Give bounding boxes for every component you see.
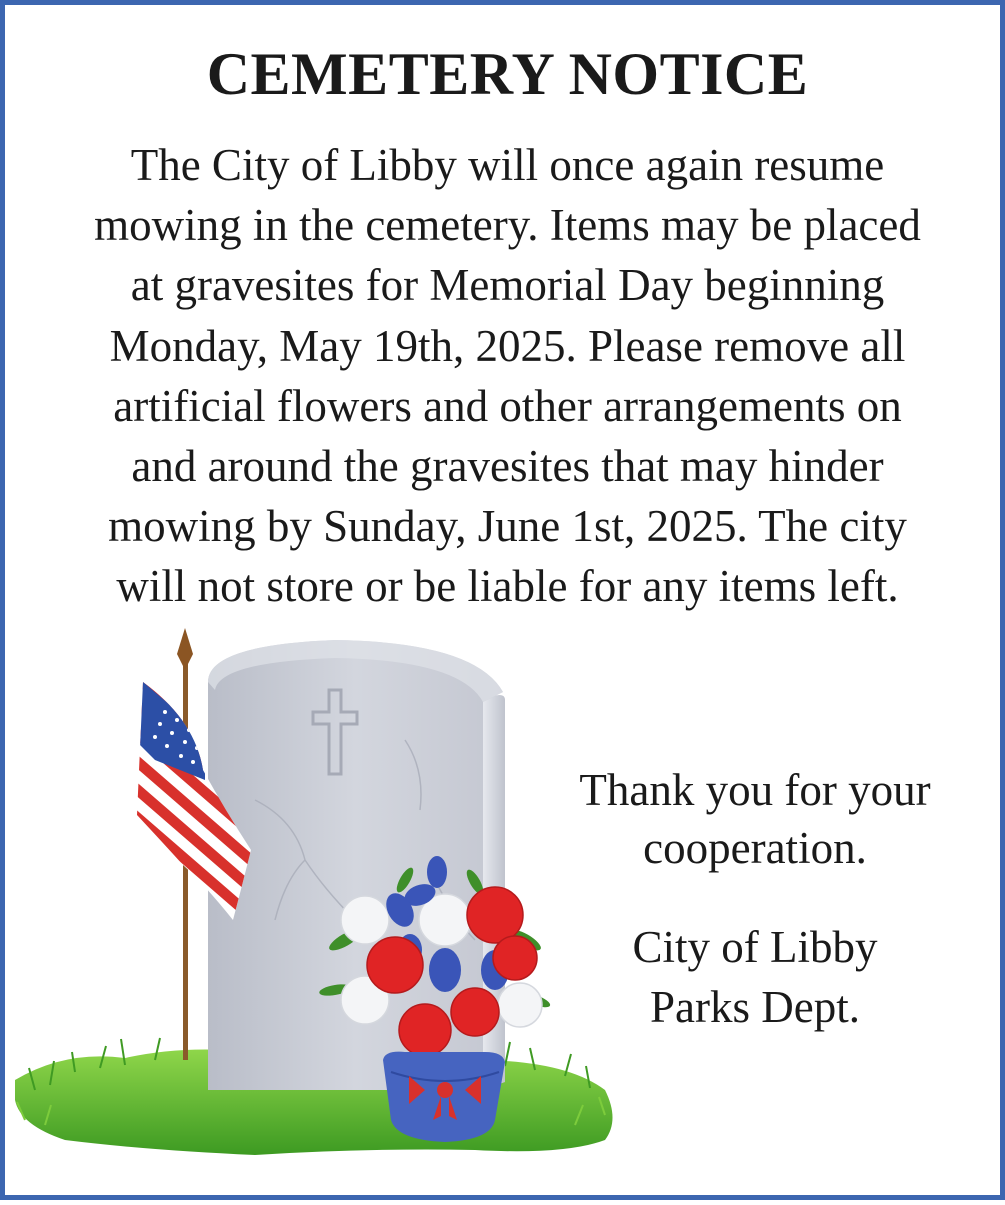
body-line: mowing by Sunday, June 1st, 2025. The city (108, 501, 907, 552)
thank-you-line: cooperation. (643, 823, 867, 873)
notice-body (25, 135, 990, 617)
thank-you-message (535, 761, 975, 877)
body-line: mowing in the cemetery. Items may be placed (94, 200, 921, 251)
body-line: The City of Libby will once again resume (130, 140, 885, 190)
thank-you-line: Thank you for your (579, 765, 931, 815)
notice-title: CEMETERY NOTICE (206, 41, 809, 107)
memorial-illustration (5, 620, 625, 1200)
body-line: artificial flowers and other arrangements on (113, 380, 902, 431)
body-line: at gravesites for Memorial Day beginning (130, 260, 885, 311)
signature-line: Parks Dept. (650, 982, 860, 1032)
signature-line: City of Libby (632, 922, 878, 972)
body-line: Monday, May 19th, 2025. Please remove all (109, 320, 906, 371)
body-line: will not store or be liable for any items left. (116, 561, 899, 612)
body-line: and around the gravesites that may hinder (131, 441, 884, 492)
signature (535, 917, 975, 1037)
